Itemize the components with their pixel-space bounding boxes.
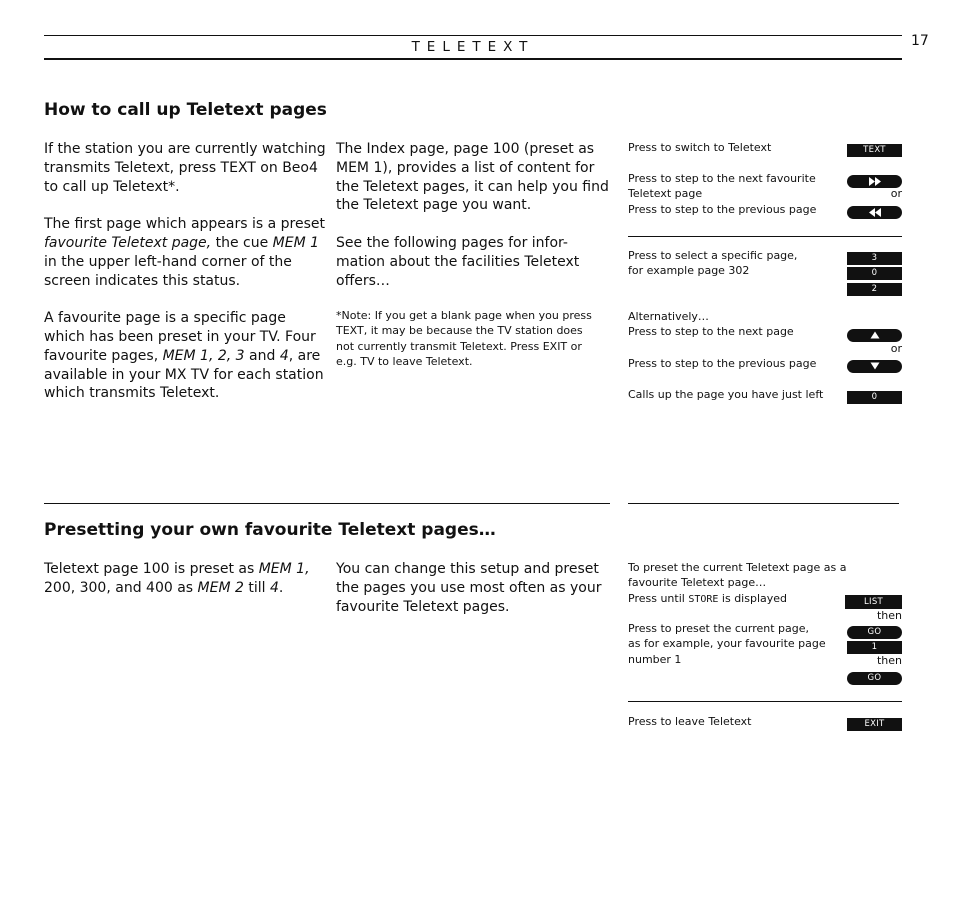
then-label: then [876,654,902,667]
instr-switch: Press to switch to Teletext [628,141,772,154]
page-number: 17 [911,33,929,49]
instr-select-page: Press to select a specific page, for example page 302 [628,249,798,278]
instr-prev-page: Press to step to the previous page [628,357,817,370]
header-bottom-rule [44,58,902,60]
text-key: TEXT [847,144,902,157]
paragraph: Teletext page 100 is preset as MEM 1, 200, 300, and 400 as MEM 2 till 4. [44,561,310,596]
instr-preset-current: Press to preset the current page, as for example, your favourite page number 1 [628,622,826,666]
or-label: or [890,187,902,200]
up-arrow-icon [870,331,880,339]
down-arrow-icon [870,362,880,370]
down-key [847,360,902,373]
paragraph: A favourite page is a specific page which has been preset in your TV. Four favourite pages, MEM 1, 2, 3 and 4, are available in your MX TV for each station which transmits Teletext. [44,310,324,402]
instr-next-fav: Press to step to the next favourite Teletext page [628,172,816,201]
instr-alternatively: Alternatively… Press to step to the next page [628,310,794,339]
intro-column-1 [44,140,326,422]
digit-key-3: 3 [847,252,902,265]
up-key [847,329,902,342]
paragraph: The first page which appears is a preset favourite Teletext page, the cue MEM 1 in the upper left-hand corner of the screen indicates this status. [44,216,325,289]
paragraph: The Index page, page 100 (preset as MEM 1), provides a list of content for the Teletext pages, it can help you find the Teletext page you want. [336,141,609,214]
section-divider-left [44,503,610,504]
intro-column-2 [336,140,612,309]
header-top-rule [44,35,902,36]
instr-prev-fav: Press to step to the previous page [628,203,817,216]
list-key: LIST [845,595,902,609]
rewind-icon [867,208,883,217]
instr-last-page: Calls up the page you have just left [628,388,824,401]
digit-key-2: 2 [847,283,902,296]
exit-key: EXIT [847,718,902,731]
preset-column-2 [336,560,606,635]
rewind-key [847,206,902,219]
digit-key-1: 1 [847,641,902,654]
then-label: then [876,609,902,622]
section-divider-right [628,503,899,504]
fast-forward-icon [867,177,883,186]
side-divider [628,701,902,702]
section-heading-presetting: Presetting your own favourite Teletext pages… [44,520,496,540]
instr-press-until: Press until STORE is displayed [628,592,788,605]
side-divider [628,236,902,237]
instr-leave: Press to leave Teletext [628,715,752,728]
go-key: GO [847,626,902,639]
zero-key: 0 [847,391,902,404]
footnote: *Note: If you get a blank page when you press TEXT, it may be because the TV station does not currently transmit Teletext. Press EXIT or e.g. TV to leave Teletext. [336,309,592,369]
or-label: or [890,342,902,355]
running-header: TELETEXT [411,39,535,55]
instr-preset-intro: To preset the current Teletext page as a favourite Teletext page… [628,561,847,590]
go-key: GO [847,672,902,685]
preset-column-1 [44,560,326,616]
section-heading-call-up: How to call up Teletext pages [44,100,327,120]
paragraph: If the station you are currently watching transmits Teletext, press TEXT on Beo4 to call up Teletext*. [44,141,326,195]
digit-key-0: 0 [847,267,902,280]
paragraph: See the following pages for infor-mation about the facilities Teletext offers… [336,234,580,289]
paragraph: You can change this setup and preset the pages you use most often as your favourite Teletext pages. [336,561,602,615]
